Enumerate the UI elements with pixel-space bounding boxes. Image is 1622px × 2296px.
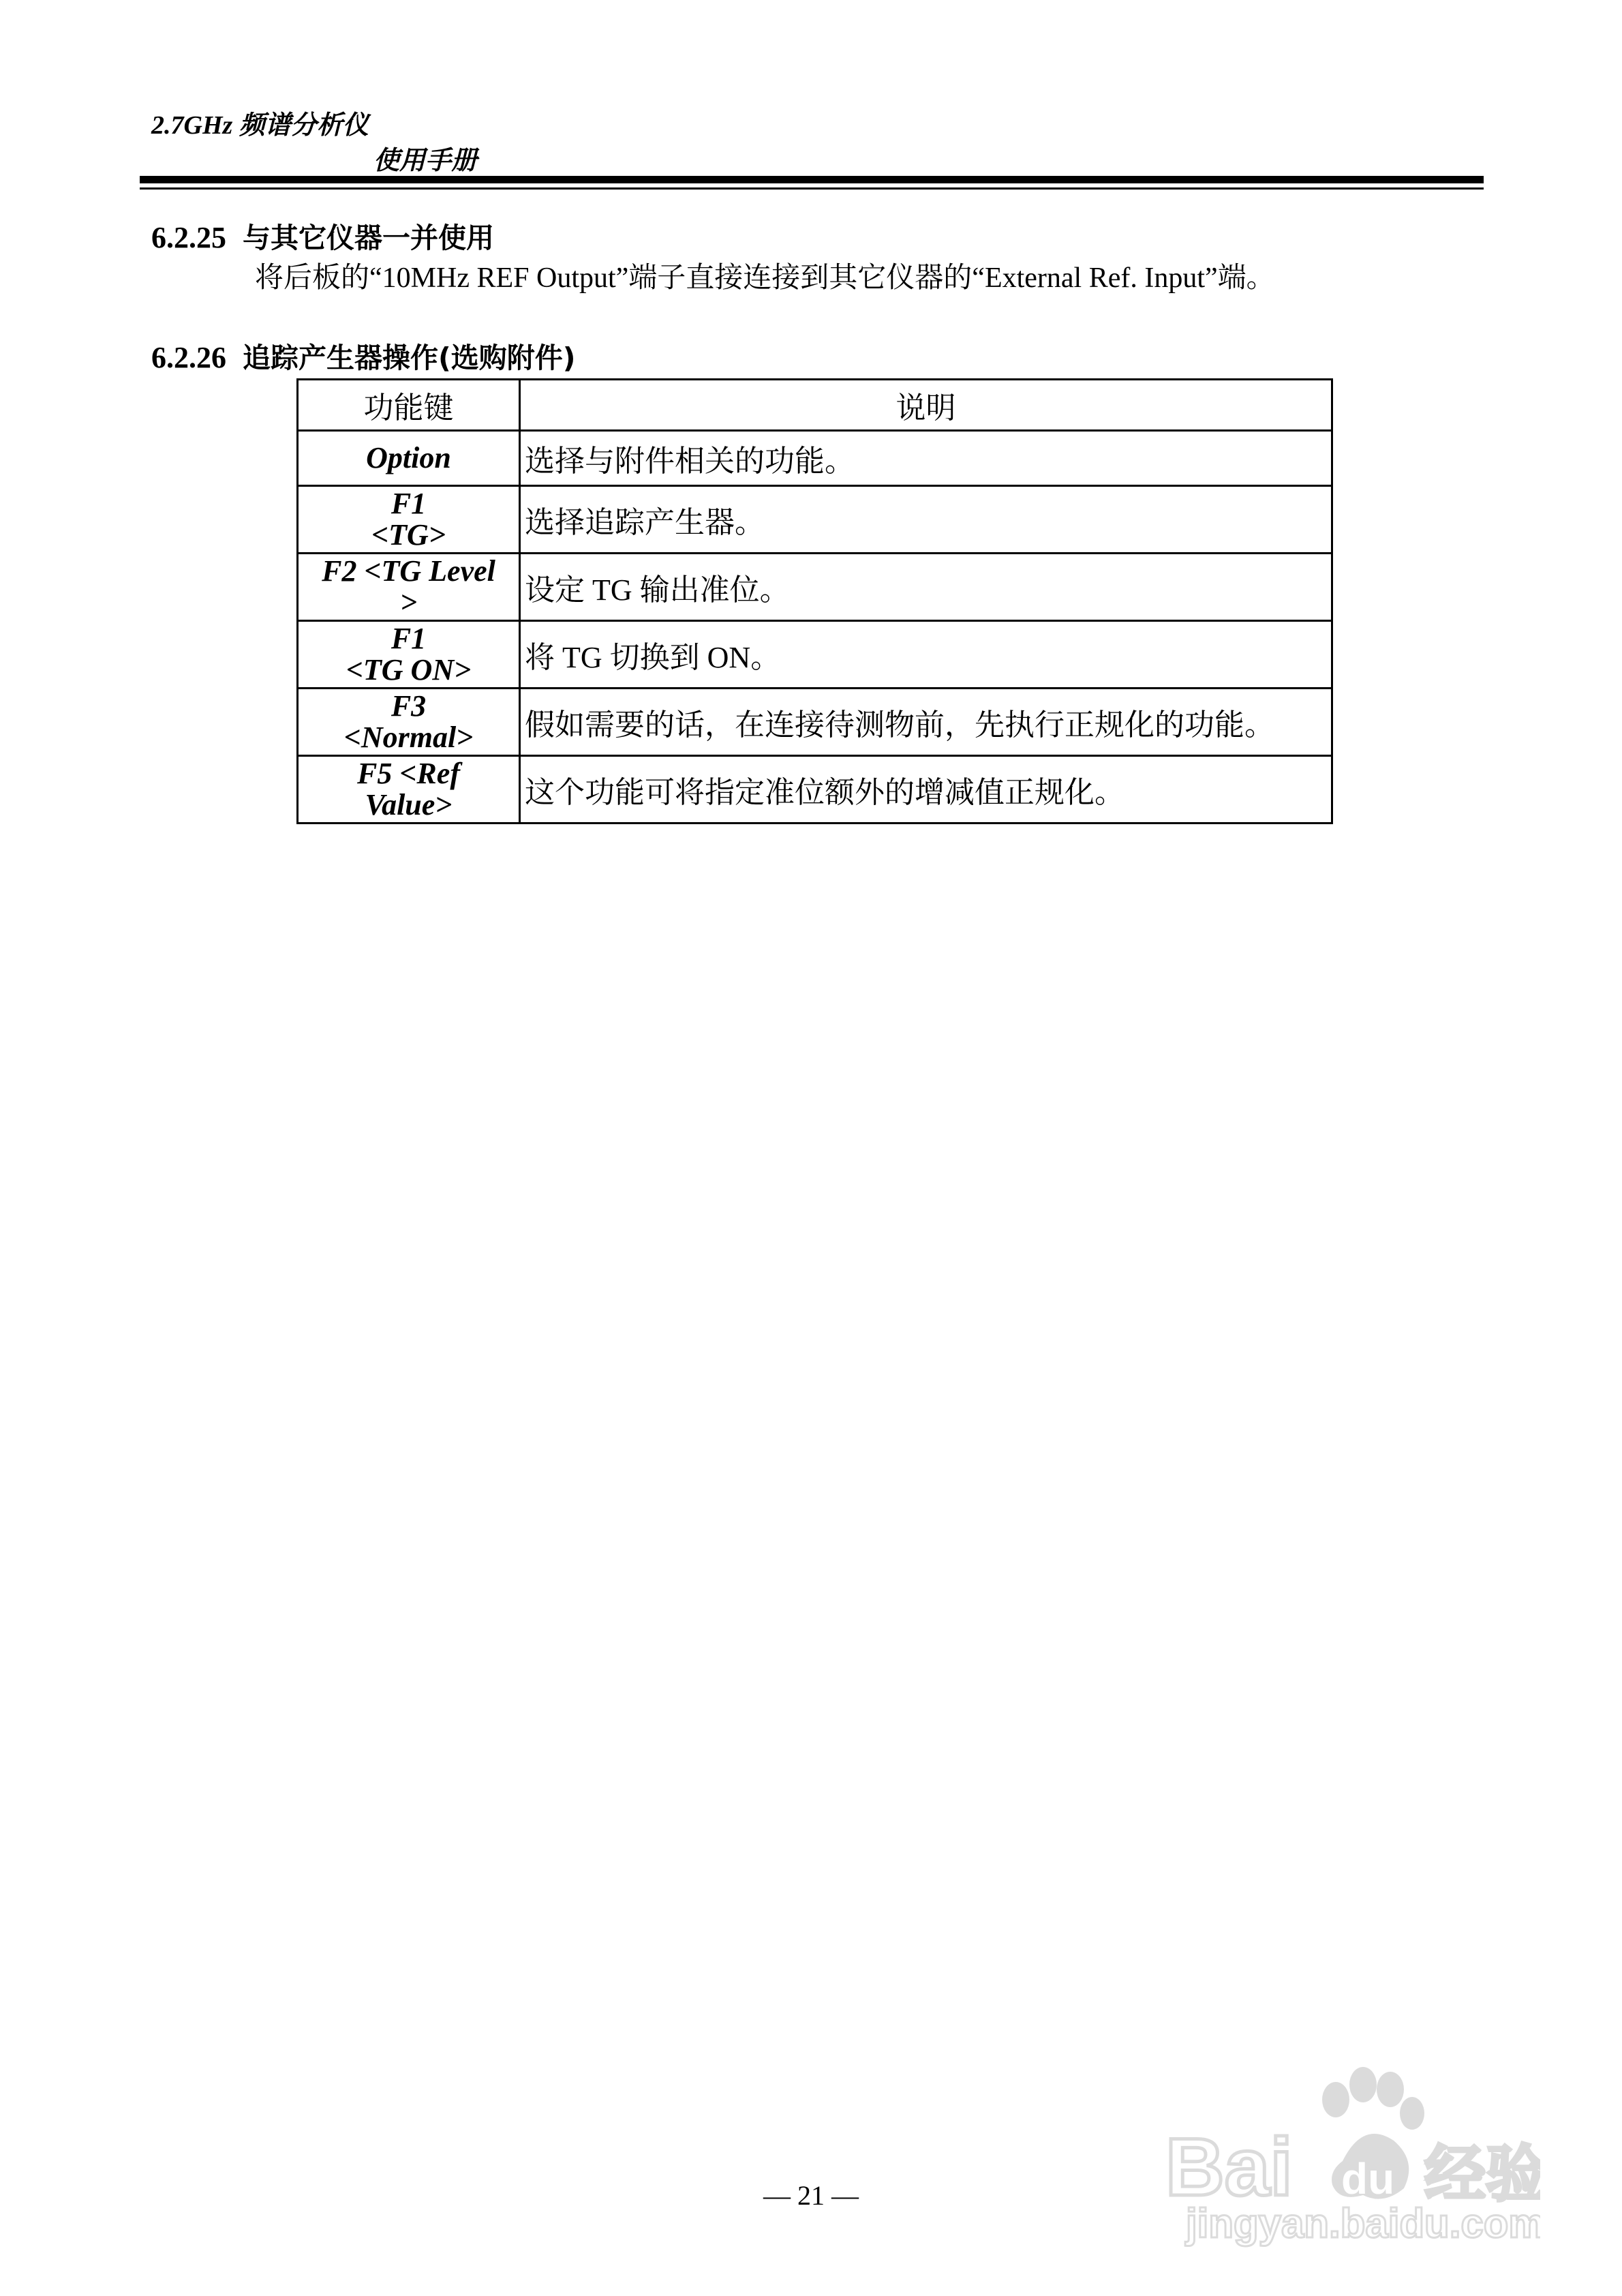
desc-cell: 设定 TG 输出准位。 [520,554,1332,621]
header-description: 说明 [520,380,1332,431]
desc-cell: 选择追踪产生器。 [520,486,1332,554]
baidu-watermark [1159,2059,1540,2250]
header-rule-thick [140,176,1484,183]
key-cell: Option [298,431,520,486]
baidu-paw-logo-icon [1159,2059,1540,2250]
watermark-suffix: 经验 [1424,2139,1540,2210]
watermark-brand-du: du [1341,2154,1395,2203]
key-cell: F1 <TG ON> [298,621,520,689]
desc-cell: 这个功能可将指定准位额外的增减值正规化。 [520,756,1332,824]
header-product: 2.7GHz 频谱分析仪 [151,111,369,140]
key-cell: F2 <TG Level > [298,554,520,621]
table-row [298,621,1332,689]
key-cell: F1 <TG> [298,486,520,554]
desc-cell: 选择与附件相关的功能。 [520,431,1332,486]
section-26-title: 追踪产生器操作(选购附件) [243,342,576,374]
header-rule-thin [140,187,1484,190]
key-cell: F5 <Ref Value> [298,756,520,824]
key-cell: F3 <Normal> [298,689,520,756]
table-row [298,689,1332,756]
desc-cell: 将 TG 切换到 ON。 [520,621,1332,689]
section-26-number: 6.2.26 [151,341,226,374]
section-25-title: 与其它仪器一并使用 [243,222,494,254]
table-row [298,554,1332,621]
table-row [298,431,1332,486]
watermark-url: jingyan.baidu.com [1186,2201,1540,2246]
header-manual: 使用手册 [373,147,478,175]
page-number: — 21 — [763,2180,859,2211]
table-header-row [298,380,1332,431]
section-25-body: 将后板的“10MHz REF Output”端子直接连接到其它仪器的“External Ref. Input”端。 [255,262,1275,294]
table-row [298,756,1332,824]
section-25-heading [151,215,494,256]
section-26-heading [151,335,575,376]
header-function-key: 功能键 [298,380,520,431]
table-row [298,486,1332,554]
function-key-table [296,378,1333,824]
watermark-brand: Bai [1165,2121,1293,2213]
desc-cell: 假如需要的话，在连接待测物前，先执行正规化的功能。 [520,689,1332,756]
section-25-number: 6.2.25 [151,221,226,254]
